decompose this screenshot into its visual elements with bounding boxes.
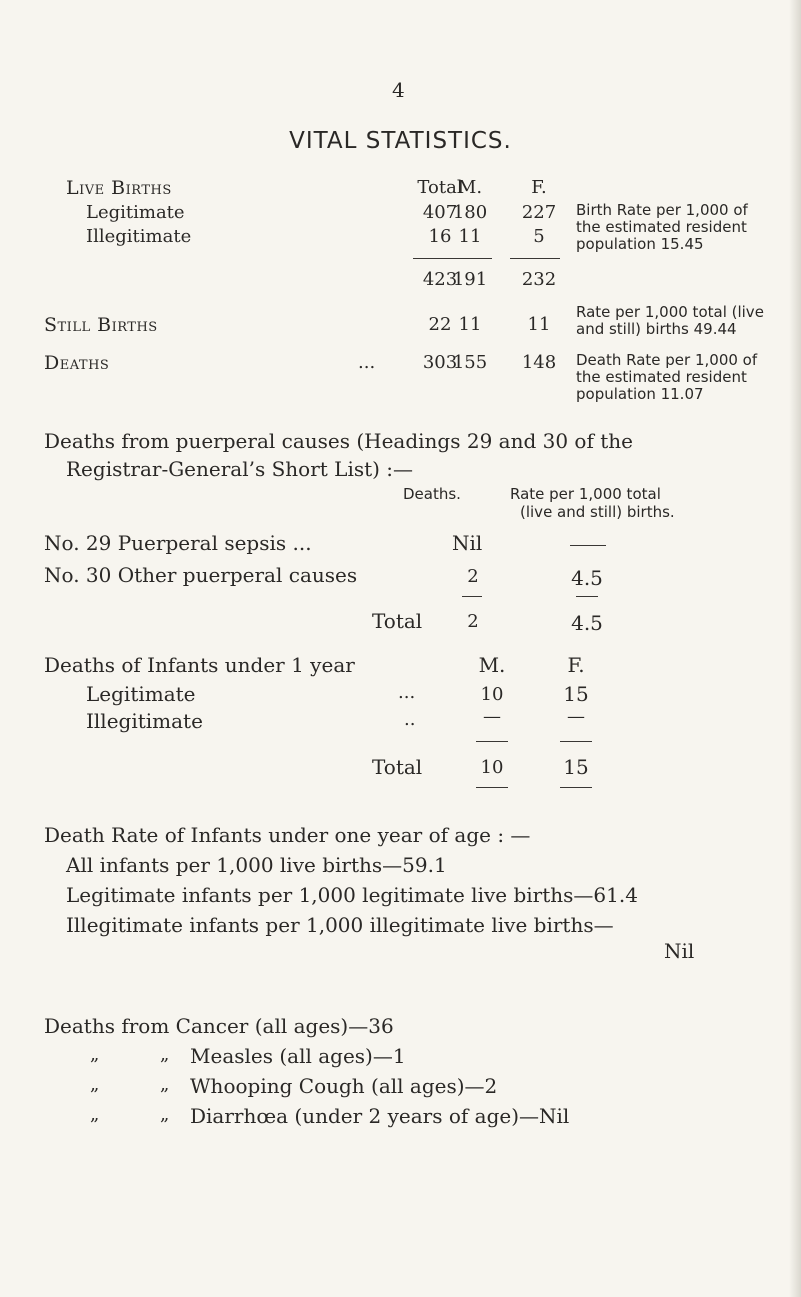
puerperal-row-30-rate: 4.5 — [571, 566, 603, 590]
still-births-male: 11 — [458, 314, 482, 335]
puerperal-rate-sum-rule — [576, 596, 598, 597]
infant-rate-heading: Death Rate of Infants under one year of age : — — [44, 823, 531, 847]
deaths-total: 303 — [422, 352, 458, 373]
page-number: 4 — [392, 78, 405, 102]
puerperal-heading-line2: Registrar-General’s Short List) :— — [66, 457, 414, 481]
death-rate-note: Death Rate per 1,000 of the estimated resident population 11.07 — [576, 351, 758, 403]
illegitimate-label: Illegitimate — [86, 226, 192, 247]
ditto-mark: „ — [90, 1044, 100, 1065]
ditto-mark: „ — [160, 1044, 170, 1065]
deaths-label: Deaths — [44, 352, 110, 374]
female-sum-rule — [510, 258, 560, 259]
infants-male-double-rule — [476, 787, 508, 788]
puerperal-row-29-label: No. 29 Puerperal sepsis ... — [44, 531, 312, 555]
infants-illegitimate-label: Illegitimate — [86, 709, 203, 733]
diarrhoea-deaths: Diarrhœa (under 2 years of age)—Nil — [190, 1104, 570, 1128]
infant-rate-illegitimate: Illegitimate infants per 1,000 illegitimate live births— — [66, 913, 614, 937]
page-edge-shadow — [789, 0, 801, 1297]
illegitimate-female: 5 — [533, 226, 545, 247]
cancer-deaths: Deaths from Cancer (all ages)—36 — [44, 1014, 394, 1038]
infant-rate-legitimate: Legitimate infants per 1,000 legitimate live births—61.4 — [66, 883, 638, 907]
puerperal-col-deaths: Deaths. — [403, 485, 461, 503]
header-male: M. — [457, 177, 483, 198]
puerperal-row-30-deaths: 2 — [467, 566, 479, 587]
whooping-cough-deaths: Whooping Cough (all ages)—2 — [190, 1074, 498, 1098]
deaths-leader-dots: ... — [358, 352, 376, 373]
puerperal-heading-line1: Deaths from puerperal causes (Headings 29 and 30 of the — [44, 429, 633, 453]
puerperal-col-rate-line2: (live and still) births. — [520, 503, 675, 521]
male-sum-rule — [456, 258, 492, 259]
still-births-total: 22 — [428, 314, 452, 335]
legitimate-total: 407 — [422, 202, 458, 223]
infants-male-sum-rule — [476, 741, 508, 742]
live-births-sum-male: 191 — [452, 269, 488, 290]
legitimate-label: Legitimate — [86, 202, 185, 223]
infants-total-female: 15 — [563, 755, 589, 779]
ditto-mark: „ — [90, 1104, 100, 1125]
ditto-mark: „ — [160, 1104, 170, 1125]
puerperal-row-30-label: No. 30 Other puerperal causes — [44, 563, 358, 587]
infants-female-double-rule — [560, 787, 592, 788]
deaths-female: 148 — [521, 352, 557, 373]
infants-legitimate-label: Legitimate — [86, 682, 196, 706]
illegitimate-male: 11 — [458, 226, 482, 247]
page-title: VITAL STATISTICS. — [289, 128, 512, 154]
infants-illegitimate-female: — — [567, 706, 585, 727]
infants-col-male: M. — [478, 653, 506, 677]
puerperal-row-29-deaths: Nil — [452, 531, 483, 555]
still-births-female: 11 — [527, 314, 551, 335]
ditto-mark: „ — [90, 1074, 100, 1095]
puerperal-col-rate-line1: Rate per 1,000 total — [510, 485, 661, 503]
birth-rate-note: Birth Rate per 1,000 of the estimated resident population 15.45 — [576, 201, 748, 253]
legitimate-male: 180 — [452, 202, 488, 223]
header-total: Total — [417, 177, 463, 198]
infants-col-female: F. — [567, 653, 585, 677]
infants-illegitimate-dots: .. — [404, 709, 416, 730]
puerperal-row-29-rate-dash — [570, 545, 606, 546]
still-birth-rate-note: Rate per 1,000 total (live and still) births 49.44 — [576, 303, 764, 338]
live-births-sum-total: 423 — [422, 269, 458, 290]
puerperal-deaths-sum-rule — [462, 596, 482, 597]
infants-illegitimate-male: — — [483, 706, 501, 727]
infants-total-label: Total — [372, 755, 423, 779]
puerperal-total-rate: 4.5 — [571, 611, 603, 635]
live-births-label: Live Births — [66, 177, 172, 199]
deaths-male: 155 — [452, 352, 488, 373]
header-female: F. — [531, 177, 547, 198]
infants-female-sum-rule — [560, 741, 592, 742]
infant-rate-all: All infants per 1,000 live births—59.1 — [66, 853, 447, 877]
puerperal-total-label: Total — [372, 609, 423, 633]
ditto-mark: „ — [160, 1074, 170, 1095]
infants-legitimate-female: 15 — [563, 682, 589, 706]
infants-total-male: 10 — [480, 757, 504, 778]
infants-heading: Deaths of Infants under 1 year — [44, 653, 355, 677]
infants-legitimate-male: 10 — [480, 684, 504, 705]
infant-rate-illegitimate-value: Nil — [664, 939, 695, 963]
still-births-label: Still Births — [44, 314, 158, 336]
infants-legitimate-dots: ... — [398, 682, 416, 703]
live-births-sum-female: 232 — [521, 269, 557, 290]
measles-deaths: Measles (all ages)—1 — [190, 1044, 406, 1068]
puerperal-total-deaths: 2 — [467, 611, 479, 632]
illegitimate-total: 16 — [428, 226, 452, 247]
legitimate-female: 227 — [521, 202, 557, 223]
